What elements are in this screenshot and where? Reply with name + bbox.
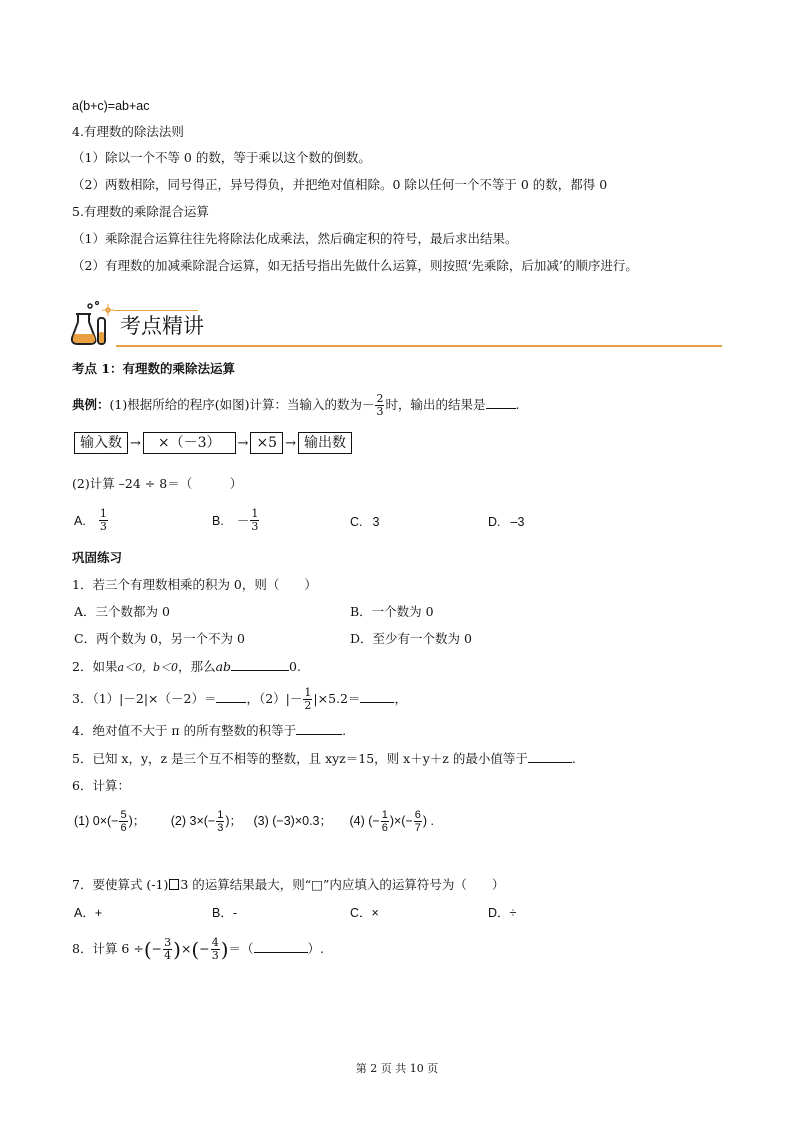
rule-text: （1）除以一个不等 0 的数，等于乘以这个数的倒数。 — [72, 150, 371, 165]
answer-blank — [486, 408, 516, 409]
practice-q6: 6．计算： — [72, 778, 130, 793]
practice-title: 巩固练习 — [72, 550, 123, 565]
answer-blank — [254, 952, 308, 953]
arrow-right-icon: → — [237, 436, 249, 451]
example-question-1: 典例：(1)根据所给的程序(如图)计算：当输入的数为－ $\frac{2}{3}$ 时，输出的结果是 . — [72, 392, 520, 418]
option-c[interactable]: C. 3 — [350, 515, 380, 529]
example-question-2: (2)计算 –24 ÷ 8＝（ ） — [72, 476, 243, 491]
flow-step-box: ×（－3） — [143, 432, 236, 454]
q6-item-1: (1) 0×(− $\frac{5}{6}$ )； — [74, 809, 146, 835]
answer-blank — [296, 734, 342, 735]
q6-item-3: (3) (−3)×0.3； — [253, 814, 333, 828]
heading-division-rule: 4.有理数的除法法则 — [72, 124, 184, 139]
q1-option-a[interactable]: A．三个数都为 0 — [74, 604, 170, 619]
flow-output-box: 输出数 — [298, 432, 352, 454]
rule-text: （2）两数相除，同号得正，异号得负，并把绝对值相除。0 除以任何一个不等于 0 的数，都得 0 — [72, 177, 608, 192]
page-footer: 第 2 页 共 10 页 — [355, 1062, 439, 1075]
answer-blank — [231, 670, 289, 671]
heading-mixed-ops: 5.有理数的乘除混合运算 — [72, 204, 209, 219]
practice-q8: 8．计算 6 ÷(− $\frac{3}{4}$ )×(− $\frac{4}{3}$ )＝（ ）. — [72, 936, 325, 962]
arrow-right-icon: → — [130, 436, 141, 451]
practice-q7: 7．要使算式 (-1) 3 的运算结果最大，则“□”内应填入的运算符号为（ ） — [72, 877, 505, 892]
practice-q4: 4．绝对值不大于 π 的所有整数的积等于 . — [72, 723, 347, 738]
rule-text: （1）乘除混合运算往往先将除法化成乘法，然后确定积的符号，最后求出结果。 — [72, 231, 518, 246]
answer-blank — [360, 702, 394, 703]
section-underline — [116, 345, 722, 347]
option-d[interactable]: D. –3 — [488, 515, 525, 529]
q6-item-2: (2) 3×(− $\frac{1}{3}$ )； — [170, 809, 243, 835]
section-title: 考点精讲 — [120, 315, 204, 338]
flow-step-box: ×5 — [250, 432, 283, 454]
arrow-right-icon: → — [285, 436, 296, 451]
option-a[interactable]: A. $\frac{1}{3}$ — [74, 507, 107, 533]
q1-option-c[interactable]: C．两个数为 0，另一个不为 0 — [74, 631, 245, 646]
q6-item-4: (4) (− $\frac{1}{6}$ )×(− $\frac{6}{7}$ ) . — [349, 809, 435, 835]
formula-line: a(b+c)=ab+ac — [72, 99, 150, 113]
program-flowchart — [74, 432, 352, 454]
q7-option-c[interactable]: C．× — [350, 906, 379, 920]
q7-option-d[interactable]: D．÷ — [488, 906, 517, 920]
blank-square-icon — [169, 879, 179, 890]
option-b[interactable]: B. － $\frac{1}{3}$ — [212, 507, 259, 533]
fraction: $\frac{2}{3}$ — [376, 392, 384, 418]
topic-title: 考点 1：有理数的乘除法运算 — [72, 361, 236, 376]
answer-blank — [528, 762, 572, 763]
rule-text: （2）有理数的加减乘除混合运算，如无括号指出先做什么运算，则按照‘先乘除，后加减’的顺序进行。 — [72, 258, 638, 273]
q6-items — [74, 806, 434, 836]
q7-option-b[interactable]: B．- — [212, 906, 238, 920]
q7-option-a[interactable]: A．+ — [74, 906, 103, 920]
answer-blank — [216, 702, 246, 703]
example-label: 典例： — [72, 397, 110, 412]
practice-q3: 3．（1）|－2|×（－2）＝ ，（2）|－ $\frac{1}{2}$ |×5.2＝ ， — [72, 686, 407, 712]
practice-q5: 5．已知 x，y，z 是三个互不相等的整数，且 xyz＝15，则 x＋y＋z 的最小值等于 . — [72, 751, 576, 766]
q1-option-d[interactable]: D．至少有一个数为 0 — [350, 631, 472, 646]
q1-option-b[interactable]: B．一个数为 0 — [350, 604, 434, 619]
practice-q2: 2．如果a＜0，b＜0，那么ab 0. — [72, 659, 301, 674]
flask-icon — [70, 300, 116, 348]
flow-input-box: 输入数 — [74, 432, 128, 454]
practice-q1: 1．若三个有理数相乘的积为 0，则（ ） — [72, 577, 317, 592]
title-accent-line — [114, 310, 198, 311]
section-header — [70, 300, 722, 350]
